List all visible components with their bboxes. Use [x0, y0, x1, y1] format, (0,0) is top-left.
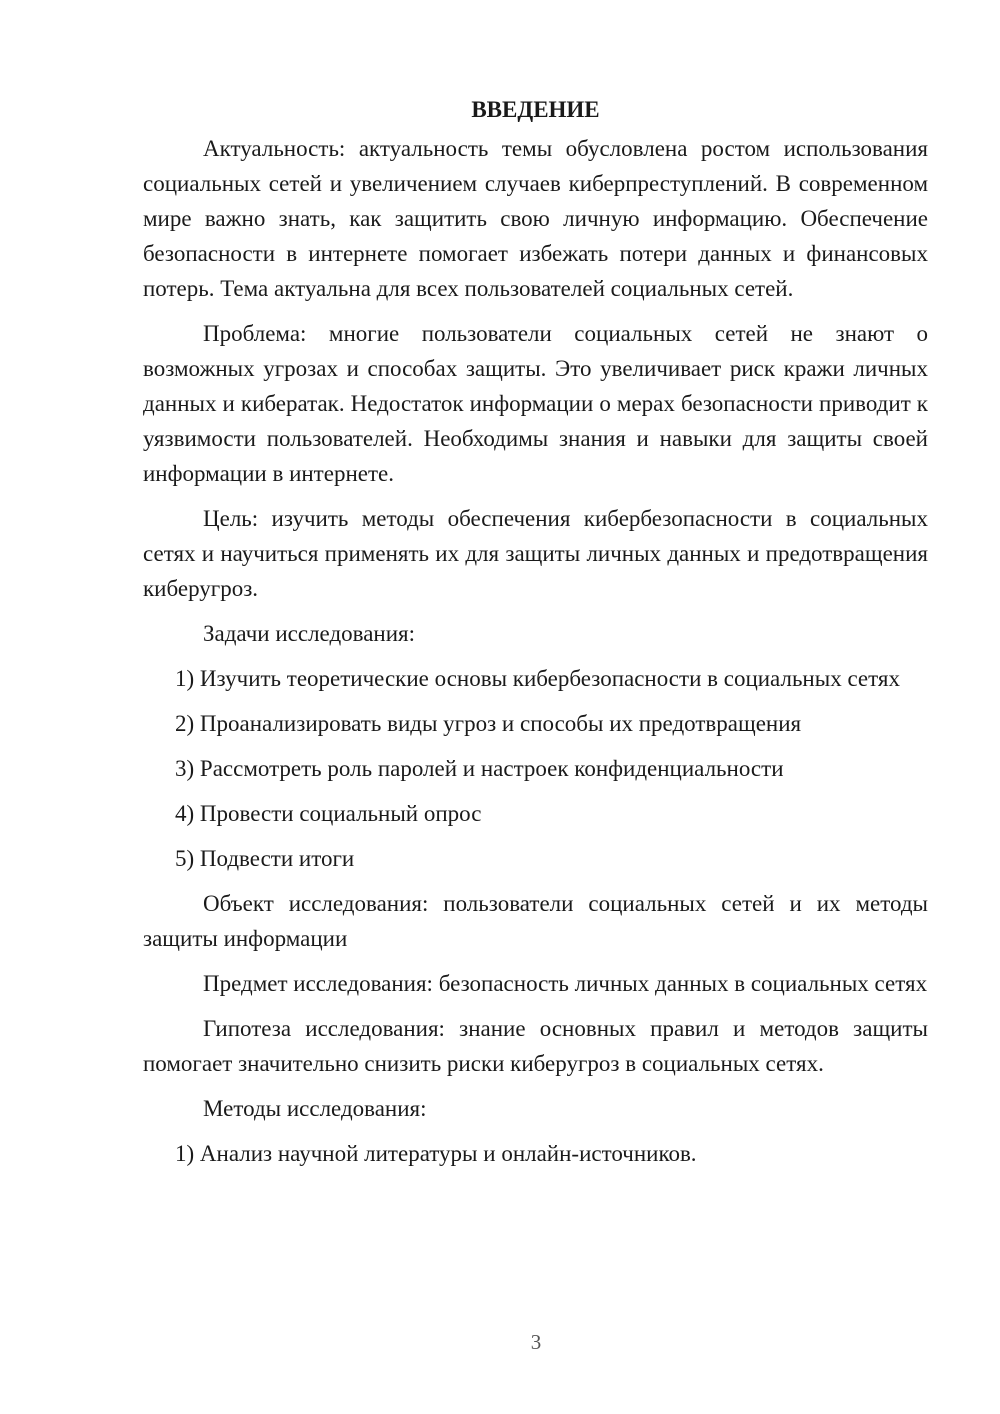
paragraph-hypothesis: Гипотеза исследования: знание основных правил и методов защиты помогает значительно снизить риски киберугроз в социальных сетях. [143, 1016, 928, 1076]
task-item-1: 1) Изучить теоретические основы кибербезопасности в социальных сетях [175, 666, 900, 691]
paragraph-goal: Цель: изучить методы обеспечения кибербезопасности в социальных сетях и научиться применять их для защиты личных данных и предотвращения киберугроз. [143, 506, 928, 601]
page-number: 3 [530, 1330, 542, 1354]
methods-heading: Методы исследования: [203, 1096, 427, 1121]
task-item-4: 4) Провести социальный опрос [175, 801, 482, 826]
paragraph-subject: Предмет исследования: безопасность личных данных в социальных сетях [203, 971, 928, 996]
page-title: ВВЕДЕНИЕ [471, 97, 600, 122]
method-item-1: 1) Анализ научной литературы и онлайн-источников. [175, 1141, 697, 1166]
paragraph-relevance: Актуальность: актуальность темы обусловлена ростом использования социальных сетей и увеличением случаев киберпреступлений. В современном мире важно знать, как защитить свою личную информацию. Обеспечение безопасности в интернете помогает избежать потери данных и финансовых потерь. Тема актуальна для всех пользователей социальных сетей. [143, 136, 928, 301]
task-item-3: 3) Рассмотреть роль паролей и настроек конфиденциальности [175, 756, 784, 781]
task-item-5: 5) Подвести итоги [175, 846, 355, 871]
document-page [143, 92, 928, 1171]
paragraph-problem: Проблема: многие пользователи социальных сетей не знают о возможных угрозах и способах защиты. Это увеличивает риск кражи личных данных и кибератак. Недостаток информации о мерах безопасности приводит к уязвимости пользователей. Необходимы знания и навыки для защиты своей информации в интернете. [143, 321, 928, 486]
paragraph-object: Объект исследования: пользователи социальных сетей и их методы защиты информации [143, 891, 928, 951]
tasks-heading: Задачи исследования: [203, 621, 416, 646]
task-item-2: 2) Проанализировать виды угроз и способы их предотвращения [175, 711, 802, 736]
